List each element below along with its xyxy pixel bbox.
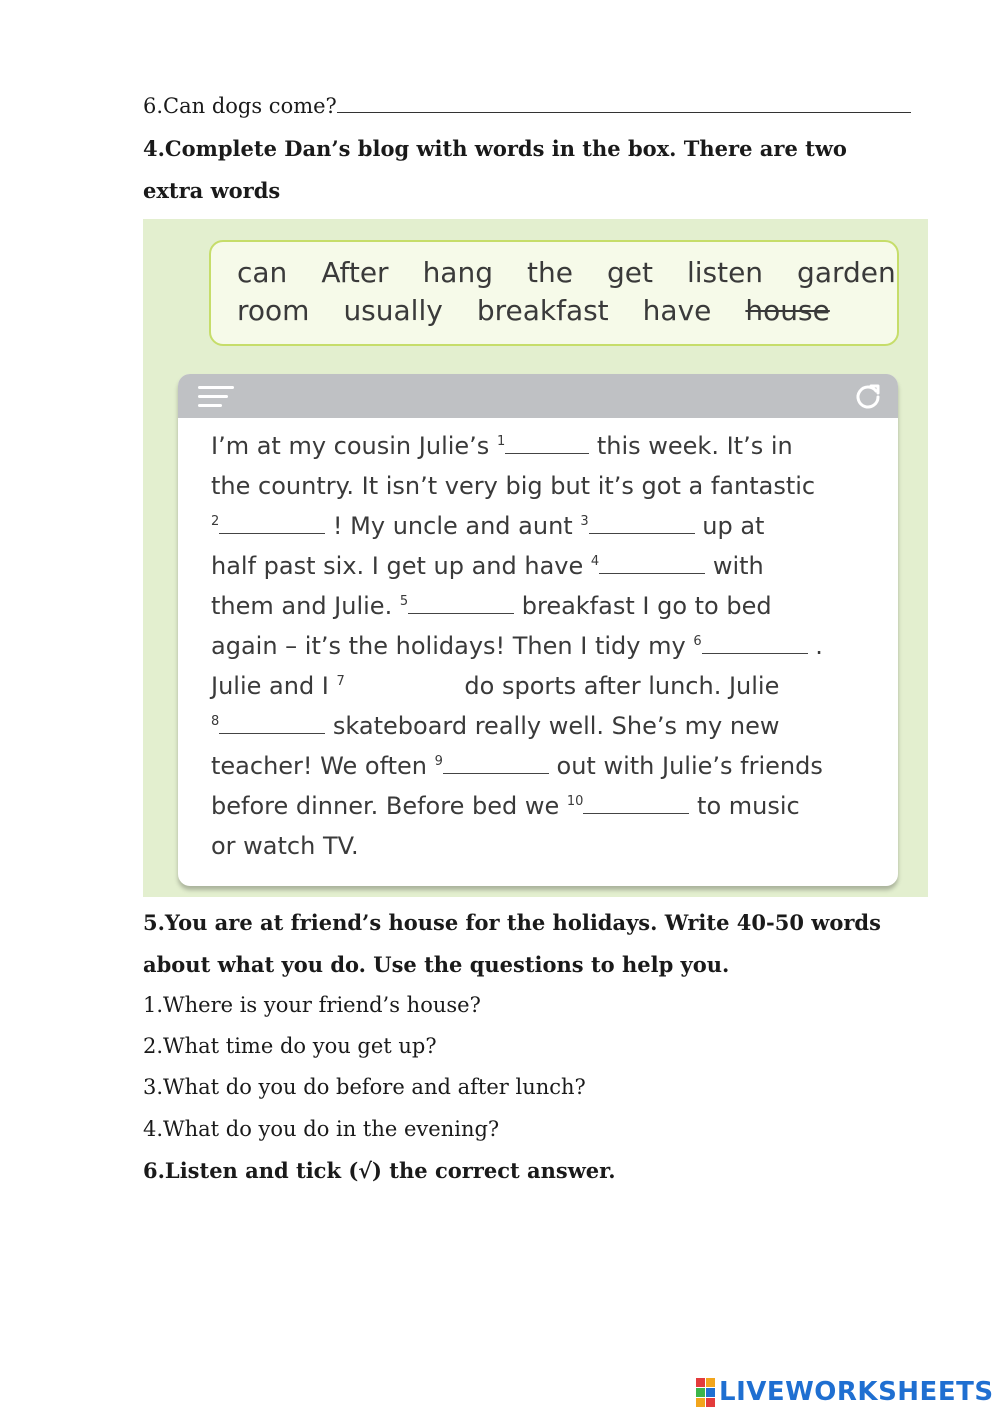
task5-prompt-4: 4.What do you do in the evening? xyxy=(143,1117,500,1141)
struck-example-word: house xyxy=(745,294,830,327)
gap-number: 9 xyxy=(434,754,443,769)
gap-5[interactable] xyxy=(408,595,514,614)
blog-line-3: $^2$ ! My uncle and aunt $^3$ up at xyxy=(211,512,765,540)
word: breakfast xyxy=(476,294,609,327)
task5-heading-line1: 5.You are at friend’s house for the holidays. Write 40-50 words xyxy=(143,910,881,935)
gap-9[interactable] xyxy=(443,755,549,774)
liveworksheets-logo[interactable] xyxy=(696,1376,994,1408)
task5-heading-line2: about what you do. Use the questions to help you. xyxy=(143,952,730,977)
gap-number: 6 xyxy=(693,634,702,649)
word: get xyxy=(606,256,653,289)
task5-prompt-3: 3.What do you do before and after lunch? xyxy=(143,1075,586,1099)
gap-number: 10 xyxy=(566,794,584,809)
gap-8[interactable] xyxy=(219,715,325,734)
gap-number: 8 xyxy=(211,714,220,729)
blog-card xyxy=(178,374,898,886)
logo-mark-icon xyxy=(696,1378,715,1407)
blog-line-6: again – it’s the holidays! Then I tidy my $^6$ . xyxy=(211,632,823,660)
previous-question: 6.Can dogs come? xyxy=(143,94,911,118)
gap-number: 5 xyxy=(399,594,409,609)
task4-heading-line1: 4.Complete Dan’s blog with words in the box. There are two xyxy=(143,136,847,161)
blog-line-2: the country. It isn’t very big but it’s got a fantastic xyxy=(211,472,816,500)
word: the xyxy=(527,256,573,289)
blog-line-7: Julie and I $^7$ do sports after lunch. Julie xyxy=(211,672,780,700)
blog-line-8: $^8$ skateboard really well. She’s my new xyxy=(211,712,780,740)
word: listen xyxy=(686,256,764,289)
gap-2[interactable] xyxy=(219,515,325,534)
gap-1[interactable] xyxy=(505,435,589,454)
word: After xyxy=(321,256,389,289)
blog-line-11: or watch TV. xyxy=(211,832,359,860)
gap-4[interactable] xyxy=(599,555,705,574)
answer-line[interactable] xyxy=(337,94,911,113)
blog-line-9: teacher! We often $^9$ out with Julie’s friends xyxy=(211,752,823,780)
menu-icon[interactable] xyxy=(198,386,234,408)
word: hang xyxy=(422,256,493,289)
blog-line-4: half past six. I get up and have $^4$ with xyxy=(211,552,764,580)
gap-6[interactable] xyxy=(702,635,808,654)
word: usually xyxy=(343,294,443,327)
gap-number: 7 xyxy=(336,674,345,689)
logo-text: LIVEWORKSHEETS xyxy=(719,1377,994,1407)
gap-number: 3 xyxy=(580,514,589,529)
gap-number: 2 xyxy=(211,514,220,529)
word: garden xyxy=(797,256,896,289)
refresh-icon[interactable] xyxy=(854,382,882,410)
word-box xyxy=(209,240,899,346)
gap-number: 1 xyxy=(496,434,506,449)
word: can xyxy=(237,256,288,289)
task5-prompt-1: 1.Where is your friend’s house? xyxy=(143,993,481,1017)
blog-line-1: I’m at my cousin Julie’s $^1$ this week. It’s in xyxy=(211,432,793,460)
exercise-panel xyxy=(143,219,928,897)
word-row-2 xyxy=(237,294,864,327)
word: room xyxy=(237,294,310,327)
word-row-1 xyxy=(237,256,896,289)
task6-heading: 6.Listen and tick (√) the correct answer. xyxy=(143,1158,616,1183)
gap-3[interactable] xyxy=(589,515,695,534)
blog-line-5: them and Julie. $^5$ breakfast I go to bed xyxy=(211,592,772,620)
word: have xyxy=(642,294,712,327)
task5-prompt-2: 2.What time do you get up? xyxy=(143,1034,437,1058)
task4-heading-line2: extra words xyxy=(143,178,281,203)
gap-number: 4 xyxy=(590,554,600,569)
blog-toolbar xyxy=(178,374,898,418)
blog-line-10: before dinner. Before bed we $^{10}$ to music xyxy=(211,792,800,820)
gap-10[interactable] xyxy=(583,795,689,814)
